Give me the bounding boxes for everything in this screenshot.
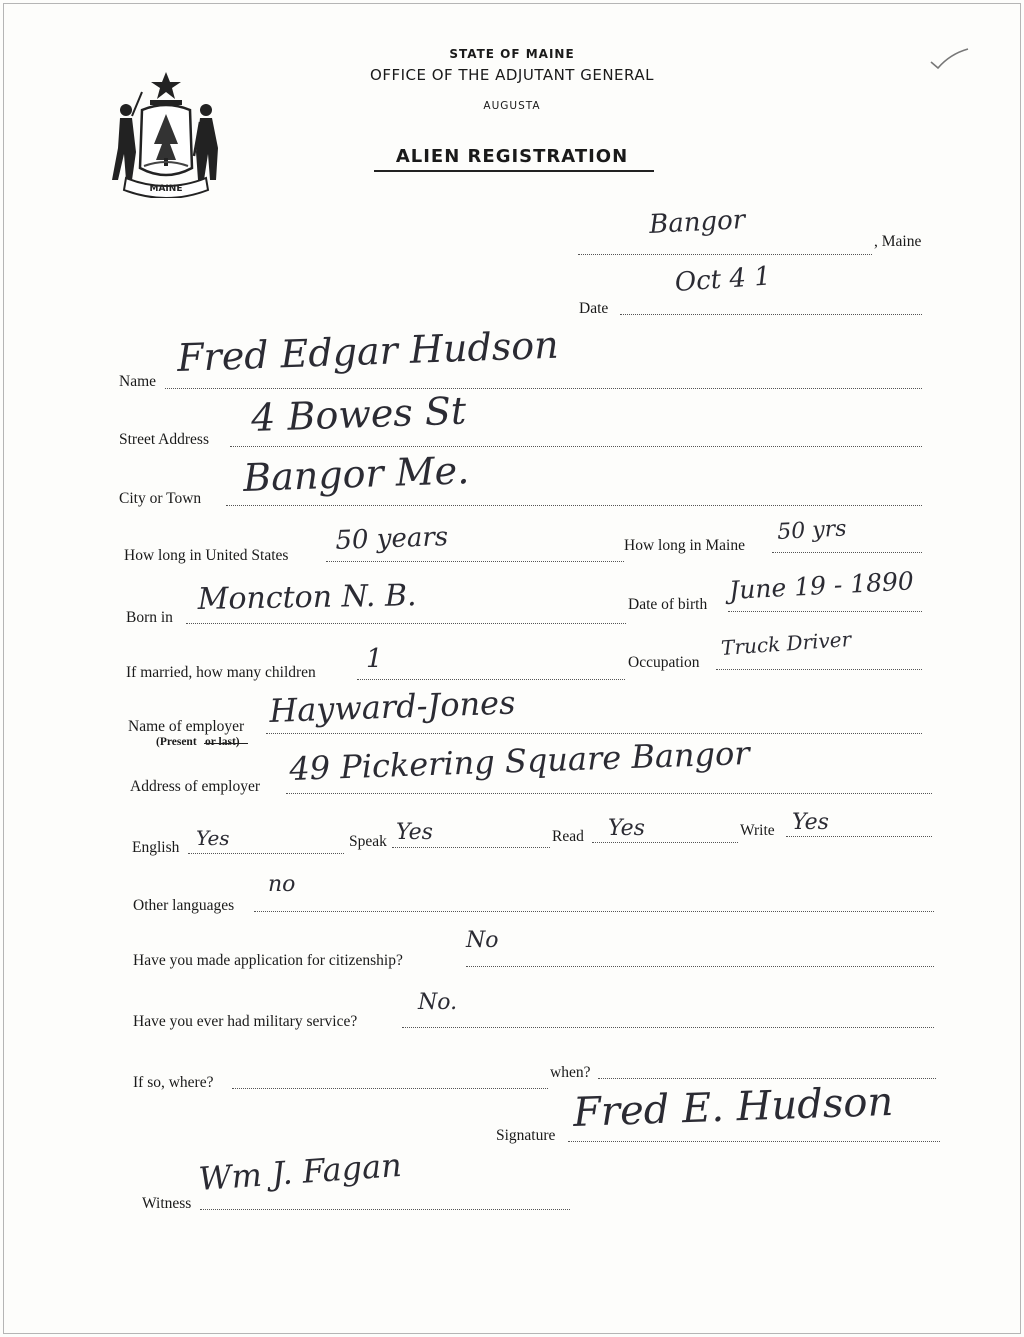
witness-signature: Wm J. Fagan [197, 1145, 403, 1198]
employer-entry: Hayward-Jones [268, 683, 517, 730]
town-line [578, 254, 872, 255]
dob-label: Date of birth [628, 596, 708, 613]
city-line [226, 505, 922, 506]
citizenship-label: Have you made application for citizenship? [133, 952, 403, 969]
employer-sub-strikethrough [204, 743, 248, 744]
speak-line [392, 847, 550, 848]
write-entry: Yes [792, 810, 829, 835]
speak-label: Speak [349, 833, 387, 850]
dob-entry: June 19 - 1890 [728, 566, 915, 605]
military-entry: No. [418, 990, 458, 1015]
us-years-entry: 50 years [334, 522, 449, 556]
children-label: If married, how many children [126, 664, 316, 681]
city-label: City or Town [119, 490, 202, 507]
date-entry: Oct 4 1 [673, 261, 772, 298]
read-label: Read [552, 828, 584, 845]
employer-address-line [286, 793, 932, 794]
read-line [592, 842, 738, 843]
town-entry: Bangor [648, 205, 746, 240]
employer-address-label: Address of employer [130, 778, 260, 795]
seal-motto: MAINE [149, 184, 183, 194]
where-line [232, 1088, 548, 1089]
form-title: ALIEN REGISTRATION [395, 146, 629, 167]
occupation-line [716, 669, 922, 670]
city-heading: AUGUSTA [483, 100, 541, 112]
witness-line [200, 1209, 570, 1210]
employer-sub-present: (Present [156, 736, 197, 748]
citizenship-line [466, 966, 934, 967]
other-languages-line [254, 911, 934, 912]
born-in-entry: Moncton N. B. [197, 578, 417, 617]
occupation-entry: Truck Driver [720, 626, 852, 660]
date-label: Date [579, 300, 609, 317]
us-years-label: How long in United States [124, 547, 289, 564]
street-label: Street Address [119, 431, 209, 448]
born-in-line [186, 623, 626, 624]
state-heading: STATE OF MAINE [449, 47, 575, 61]
street-line [230, 446, 922, 447]
maine-years-label: How long in Maine [624, 537, 745, 554]
maine-state-seal [112, 70, 220, 198]
date-line [620, 314, 922, 315]
citizenship-entry: No [466, 928, 499, 953]
name-entry: Fred Edgar Hudson [176, 322, 560, 380]
occupation-label: Occupation [628, 654, 700, 671]
english-entry: Yes [196, 826, 230, 850]
military-line [402, 1027, 934, 1028]
employer-line [266, 733, 922, 734]
when-label: when? [550, 1064, 591, 1081]
check-mark-icon [928, 46, 970, 72]
witness-label: Witness [142, 1195, 192, 1212]
other-languages-label: Other languages [133, 897, 235, 914]
employer-address-entry: 49 Pickering Square Bangor [288, 733, 751, 788]
english-label: English [132, 839, 180, 856]
applicant-signature: Fred E. Hudson [572, 1078, 894, 1136]
signature-label: Signature [496, 1127, 556, 1144]
maine-years-entry: 50 yrs [776, 516, 848, 545]
us-years-line [326, 561, 624, 562]
children-entry: 1 [366, 644, 383, 674]
military-label: Have you ever had military service? [133, 1013, 358, 1030]
employer-sub-or-last: or last) [205, 736, 240, 748]
title-underline [374, 170, 654, 172]
other-languages-entry: no [268, 872, 296, 897]
born-in-label: Born in [126, 609, 173, 626]
english-line [188, 853, 344, 854]
name-label: Name [119, 373, 157, 390]
street-entry: 4 Bowes St [250, 388, 467, 440]
where-label: If so, where? [133, 1074, 214, 1091]
write-line [786, 836, 932, 837]
read-entry: Yes [608, 816, 645, 841]
signature-line [568, 1141, 940, 1142]
children-line [357, 679, 625, 680]
dob-line [728, 611, 922, 612]
city-entry: Bangor Me. [242, 448, 470, 500]
maine-years-line [772, 552, 922, 553]
employer-label: Name of employer [128, 718, 245, 735]
name-line [165, 388, 922, 389]
office-heading: OFFICE OF THE ADJUTANT GENERAL [370, 66, 654, 84]
write-label: Write [740, 822, 775, 839]
maine-suffix: , Maine [874, 233, 922, 250]
speak-entry: Yes [396, 820, 433, 845]
